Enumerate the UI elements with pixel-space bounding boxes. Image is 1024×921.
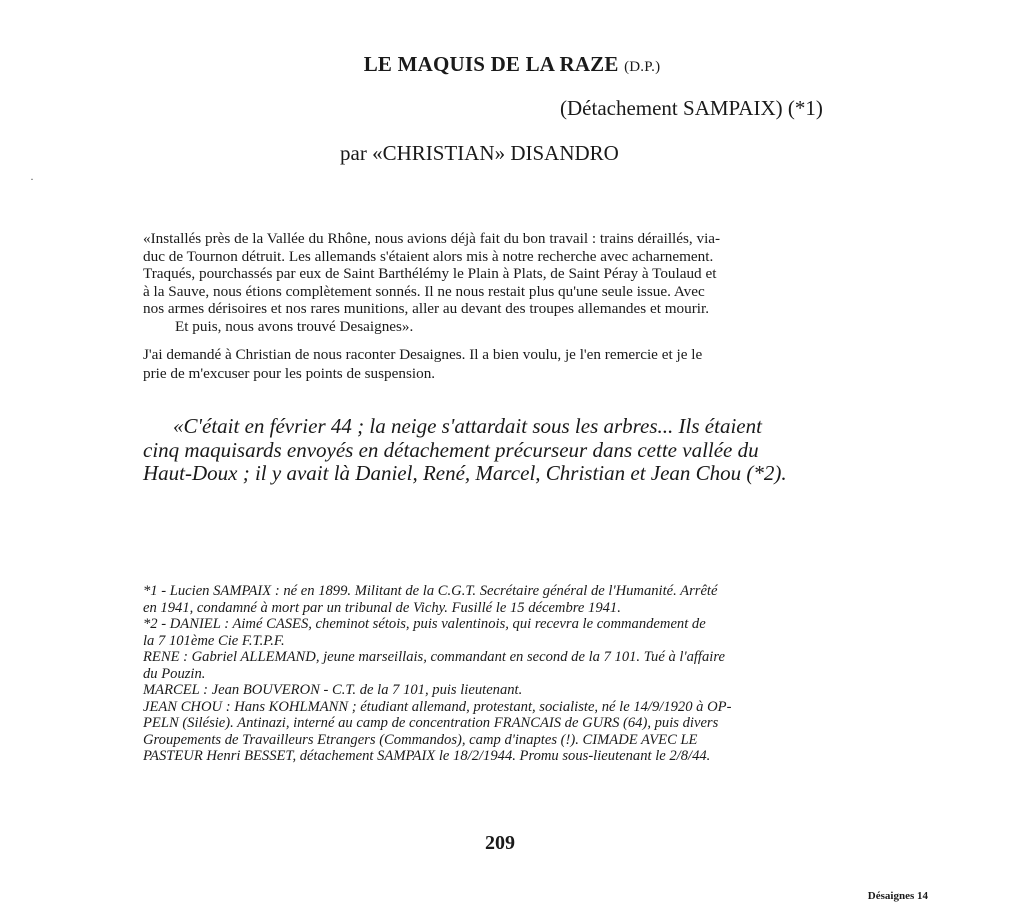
subtitle: (Détachement SAMPAIX) (*1) <box>560 96 823 120</box>
footnote-line: PASTEUR Henri BESSET, détachement SAMPAIX le 18/2/1944. Promu sous-lieutenant le 2/8/44. <box>143 748 711 764</box>
footnote-line: la 7 101ème Cie F.T.P.F. <box>143 632 285 649</box>
page-number: 209 <box>485 832 515 854</box>
running-footer: Désaignes 14 <box>867 890 928 902</box>
footnote-line: *1 - Lucien SAMPAIX : né en 1899. Militant de la C.G.T. Secrétaire général de l'Humanité. Arrêté <box>143 583 718 599</box>
editor-line: prie de m'excuser pour les points de suspension. <box>143 365 436 382</box>
intro-line: «Installés près de la Vallée du Rhône, nous avions déjà fait du bon travail : trains déraillés, via- <box>143 230 721 247</box>
footnote-line: *2 - DANIEL : Aimé CASES, cheminot sétois, puis valentinois, qui recevra le commandement de <box>143 616 706 632</box>
editor-line: J'ai demandé à Christian de nous raconter Desaignes. Il a bien voulu, je l'en remercie et je le <box>143 346 703 363</box>
intro-line: Traqués, pourchassés par eux de Saint Barthélémy le Plain à Plats, de Saint Péray à Toulaud et <box>143 265 717 282</box>
intro-line: nos armes dérisoires et nos rares munitions, aller au devant des troupes allemandes et mourir. <box>143 300 710 317</box>
quote-line: «C'était en février 44 ; la neige s'attardait sous les arbres... Ils étaient <box>173 414 762 438</box>
page-title <box>0 52 1024 77</box>
intro-paragraph <box>143 230 843 335</box>
intro-line: Et puis, nous avons trouvé Desaignes». <box>175 317 414 335</box>
author-line: par «CHRISTIAN» DISANDRO <box>340 141 619 165</box>
footnote-line: en 1941, condamné à mort par un tribunal de Vichy. Fusillé le 15 décembre 1941. <box>143 599 621 616</box>
footnote-line: PELN (Silésie). Antinazi, interné au camp de concentration FRANCAIS de GURS (64), puis divers <box>143 715 719 731</box>
intro-line: duc de Tournon détruit. Les allemands s'étaient alors mis à notre recherche avec acharnement. <box>143 247 714 265</box>
footnote-line: du Pouzin. <box>143 665 206 682</box>
footnotes <box>143 583 843 765</box>
intro-line: à la Sauve, nous étions complètement sonnés. Il ne nous restait plus qu'une seule issue. Avec <box>143 282 705 300</box>
footnote-line: Groupements de Travailleurs Etrangers (Commandos), camp d'inaptes (!). CIMADE AVEC LE <box>143 731 698 748</box>
quote-line: cinq maquisards envoyés en détachement précurseur dans cette vallée du <box>143 437 759 462</box>
title-suffix: (D.P.) <box>624 59 661 75</box>
footnote-line: MARCEL : Jean BOUVERON - C.T. de la 7 101, puis lieutenant. <box>143 682 523 698</box>
quote-paragraph <box>143 415 863 486</box>
quote-line: Haut-Doux ; il y avait là Daniel, René, Marcel, Christian et Jean Chou (*2). <box>143 461 787 485</box>
title-text: LE MAQUIS DE LA RAZE <box>363 52 619 76</box>
footnote-line: RENE : Gabriel ALLEMAND, jeune marseillais, commandant en second de la 7 101. Tué à l'affaire <box>143 649 725 665</box>
footnote-line: JEAN CHOU : Hans KOHLMANN ; étudiant allemand, protestant, socialiste, né le 14/9/1920 à OP- <box>143 698 732 715</box>
editor-paragraph <box>143 345 843 383</box>
scan-speck: · <box>30 172 34 186</box>
